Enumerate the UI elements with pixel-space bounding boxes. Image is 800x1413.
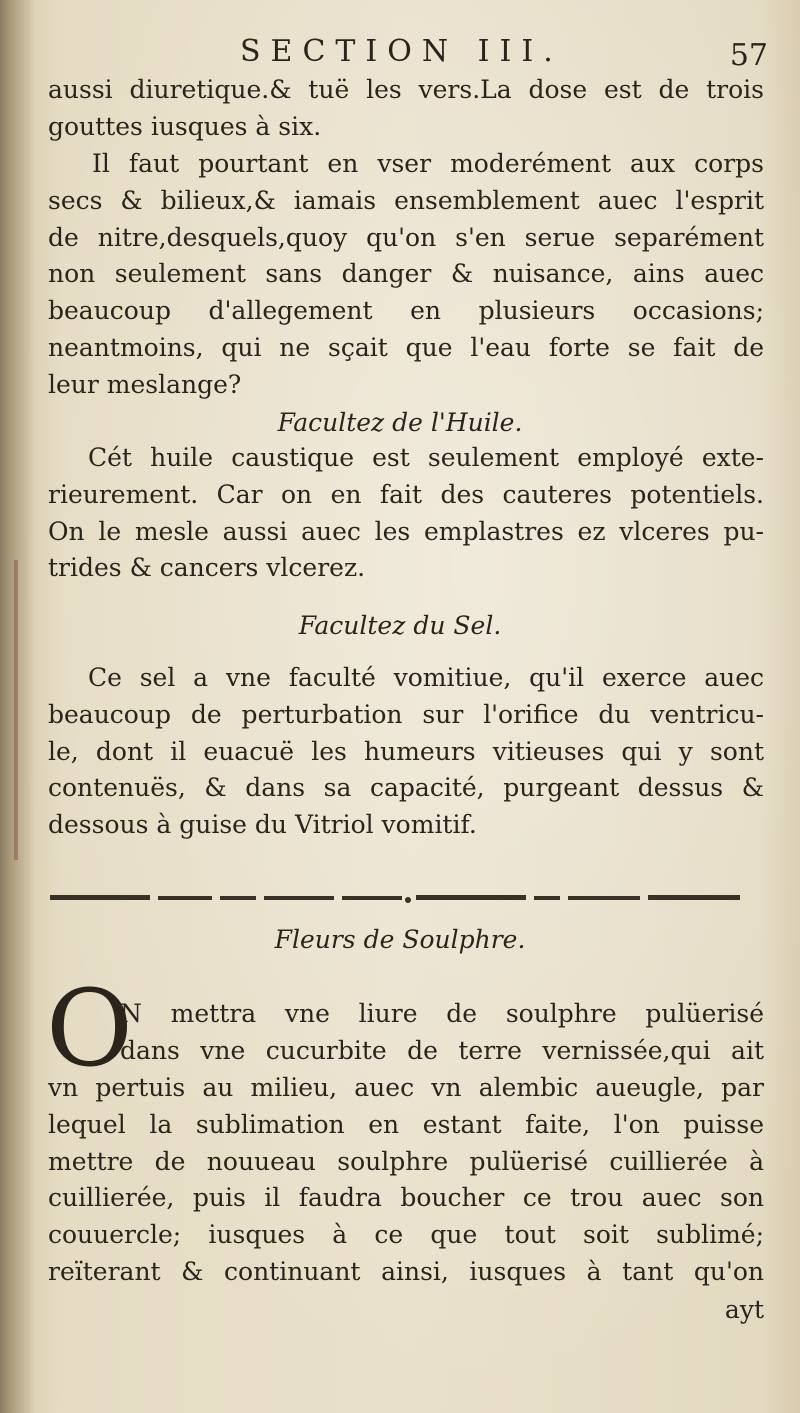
paragraph-5-indented (120, 996, 764, 1070)
page-header (0, 28, 800, 78)
text-line: couuercle; iusques à ce que tout soit sublimé; (48, 1220, 764, 1250)
text-line: dans vne cucurbite de terre vernissée,qui ait (120, 1035, 764, 1065)
paragraph-1 (48, 72, 764, 146)
decorative-rule (50, 890, 740, 906)
section-heading-fleurs: Fleurs de Soulphre. (274, 925, 526, 954)
text-line: cuillierée, puis il faudra boucher ce trou auec son (48, 1183, 764, 1213)
catchword: ayt (724, 1295, 764, 1324)
text-line: trides & cancers vlcerez. (48, 553, 366, 583)
text-line: mettre de nouueau soulphre pulüerisé cuillierée à (48, 1146, 764, 1176)
paragraph-3 (48, 440, 764, 587)
text-line: Ce sel a vne faculté vomitiue, qu'il exerce auec (88, 663, 764, 692)
paragraph-2 (48, 146, 764, 404)
text-line: de nitre,desquels,quoy qu'on s'en serue separément (48, 222, 764, 252)
text-line: le, dont il euacuë les humeurs vitieuses qui y sont (48, 736, 764, 766)
text-line: lequel la sublimation en estant faite, l'on puisse (48, 1109, 764, 1139)
text-line: secs & bilieux,& iamais ensemblement auec l'esprit (48, 185, 764, 215)
text-line: beaucoup d'allegement en plusieurs occasions; (48, 296, 764, 326)
text-line: Il faut pourtant en vser moderément aux corps (92, 149, 764, 178)
text-line: N mettra vne liure de soulphre pulüerisé (120, 999, 764, 1028)
paragraph-4 (48, 660, 764, 844)
text-line: neantmoins, qui ne sçait que l'eau forte se fait de (48, 332, 764, 362)
text-line: aussi diuretique.& tuë les vers.La dose est de trois (48, 75, 764, 104)
text-line: rieurement. Car on en fait des cauteres potentiels. (48, 479, 764, 509)
text-line: Cét huile caustique est seulement employé exte- (88, 443, 764, 472)
paragraph-5 (48, 1070, 764, 1291)
text-line: non seulement sans danger & nuisance, ains auec (48, 259, 764, 289)
text-line: dessous à guise du Vitriol vomitif. (48, 810, 477, 840)
text-line: reïterant & continuant ainsi, iusques à tant qu'on (48, 1256, 764, 1286)
section-heading-huile: Facultez de l'Huile. (277, 408, 523, 437)
running-title: SECTION III. (240, 34, 563, 69)
text-line: beaucoup de perturbation sur l'orifice du ventricu- (48, 699, 764, 729)
section-heading-sel: Facultez du Sel. (298, 611, 502, 640)
text-line: gouttes iusques à six. (48, 111, 322, 141)
text-line: leur meslange? (48, 369, 242, 399)
text-line: On le mesle aussi auec les emplastres ez vlceres pu- (48, 516, 764, 546)
binding-stain (14, 560, 18, 860)
page-number: 57 (729, 38, 768, 73)
text-line: contenuës, & dans sa capacité, purgeant dessus & (48, 773, 764, 803)
text-line: vn pertuis au milieu, auec vn alembic aueugle, par (48, 1073, 764, 1102)
drop-cap-initial: O (46, 967, 133, 1090)
